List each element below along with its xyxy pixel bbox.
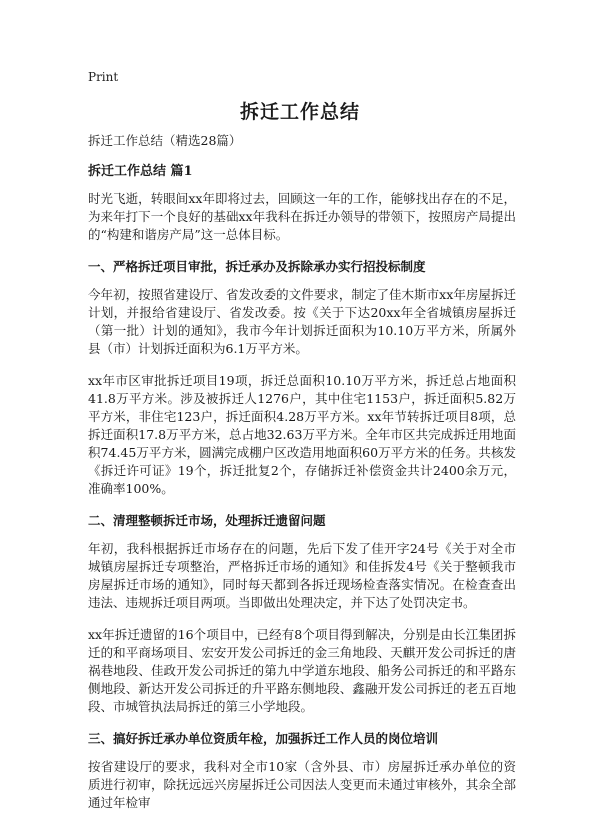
- paragraph-qualification-review: 按省建设厅的要求，我科对全市10家（含外县、市）房屋拆迁承办单位的资质进行初审，除抚远远兴房屋拆迁公司因法人变更而未通过审核外，其余全部通过年检审: [88, 759, 516, 810]
- section-heading-3: 三、搞好拆迁承办单位资质年检，加强拆迁工作人员的岗位培训: [88, 731, 439, 746]
- paragraph-intro: 时光飞逝，转眼间xx年即将过去，回顾这一年的工作，能够找出存在的不足，为来年打下一个良好的基础xx年我科在拆迁办领导的带领下，按照房产局提出的“构建和谐房产局”这一总体目标。: [88, 191, 516, 242]
- paragraph-legacy-projects: xx年拆迁遗留的16个项目中，已经有8个项目得到解决，分别是由长江集团拆迁的和平商场项目、宏安开发公司拆迁的金三角地段、天麒开发公司拆迁的唐祸巷地段、佳政开发公司拆迁的第九中学道东地段、船务公司拆迁的和平路东侧地段、新达开发公司拆迁的升平路东侧地段、鑫融开发公司拆迁的老五百地段、市城管执法局拆迁的第三小学地段。: [88, 627, 516, 714]
- document-body: [88, 132, 516, 826]
- paragraph-plan: 今年初，按照省建设厅、省发改委的文件要求，制定了佳木斯市xx年房屋拆迁计划，并报给省建设厅、省发改委。按《关于下达20xx年全省城镇房屋拆迁（第一批）计划的通知》，我市今年计划拆迁面积为10.10万平方米，所属外县（市）计划拆迁面积为6.1万平方米。: [88, 287, 516, 356]
- print-link[interactable]: Print: [88, 70, 119, 84]
- document-subtitle: 拆迁工作总结（精选28篇）: [88, 133, 242, 148]
- paragraph-market-rectification: 年初，我科根据拆迁市场存在的问题，先后下发了佳开字24号《关于对全市城镇房屋拆迁专项整治，严格拆迁市场的通知》和佳拆发4号《关于整顿我市房屋拆迁市场的通知》，同时每天都到各拆迁现场检查落实情况。在检查查出违法、违规拆迁项目两项。当即做出处理决定，并下达了处罚决定书。: [88, 541, 516, 610]
- section-heading-2: 二、清理整顿拆迁市场，处理拆迁遗留问题: [88, 513, 326, 528]
- paragraph-statistics: xx年市区审批拆迁项目19项，拆迁总面积10.10万平方米，拆迁总占地面积41.8万平方米。涉及被拆迁人1276户，其中住宅1153户，拆迁面积5.82万平方米，非住宅123户，拆迁面积4.28万平方米。xx年节转拆迁项目8项，总拆迁面积17.8万平方米，总占地32.63万平方米。全年市区共完成拆迁用地面积74.45万平方米，圆满完成棚户区改造用地面积60万平方米的任务。共核发《拆迁许可证》19个，拆迁批复2个，存储拆迁补偿资金共计2400余万元，准确率100%。: [88, 373, 516, 496]
- document-title: 拆迁工作总结: [239, 101, 360, 123]
- article-heading: 拆迁工作总结 篇1: [88, 164, 193, 179]
- section-heading-1: 一、严格拆迁项目审批，拆迁承办及拆除承办实行招投标制度: [88, 259, 426, 274]
